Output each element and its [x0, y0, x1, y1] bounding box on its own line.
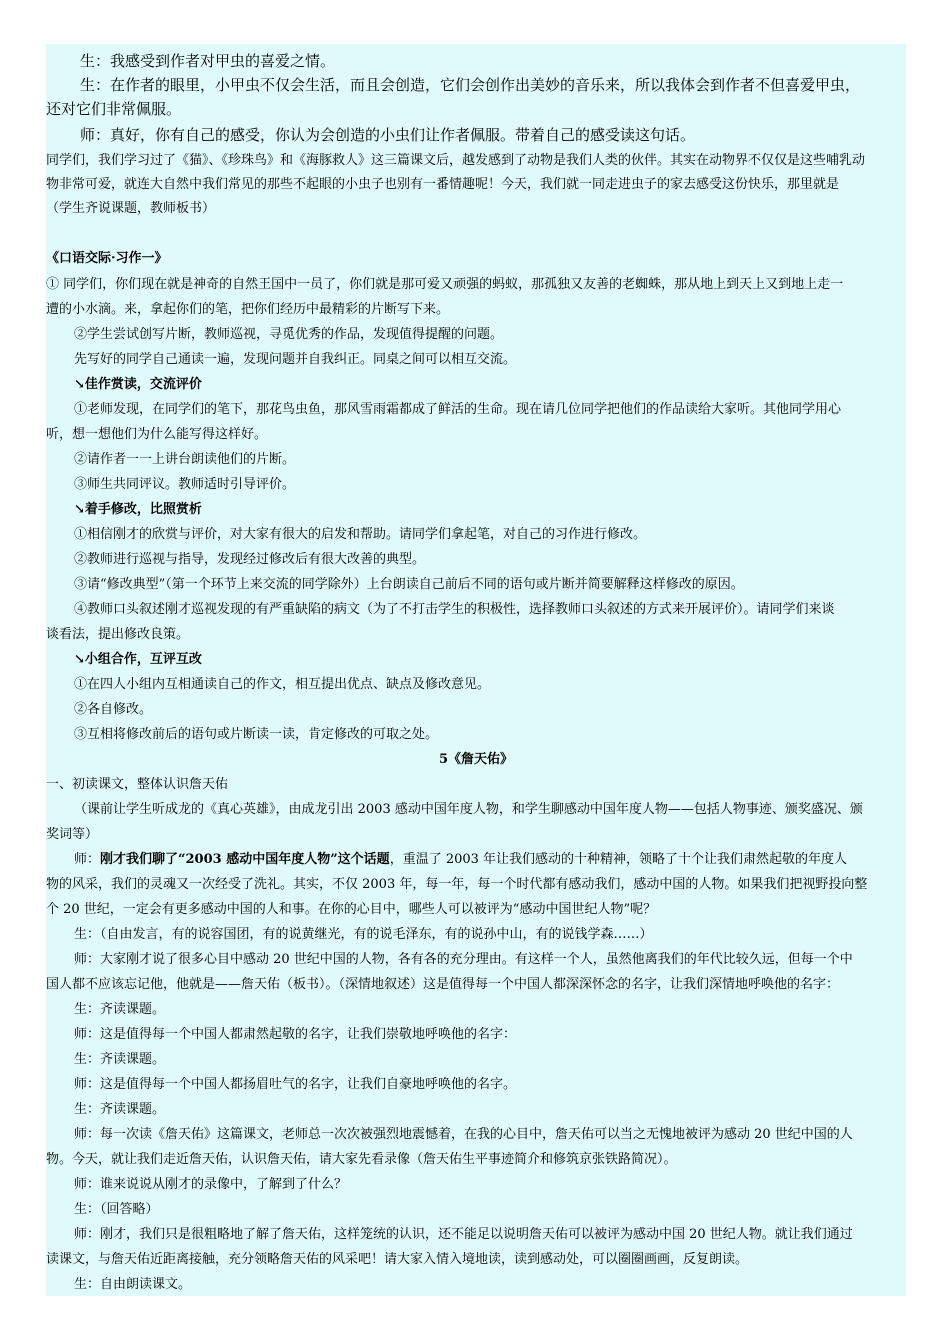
paragraph-line: 师：真好，你有自己的感受，你认为会创造的小虫们让作者佩服。带着自己的感受读这句话。	[80, 126, 696, 144]
paragraph-line: （课前让学生听成龙的《真心英雄》，由成龙引出 2003 感动中国年度人物，和学生聊感动中国年度人物——包括人物事迹、颁奖盛况、颁	[74, 802, 863, 817]
paragraph-line: 生：齐读课题。	[74, 1102, 166, 1117]
paragraph-line: ③师生共同评议。教师适时引导评价。	[74, 477, 296, 492]
paragraph-line: 读课文，与詹天佑近距离接触，充分领略詹天佑的风采吧！请大家入情入境地读，读到感动处，可以圈圈画画，反复朗读。	[46, 1252, 749, 1267]
paragraph-line: 物非常可爱，就连大自然中我们常见的那些不起眼的小虫子也别有一番情趣呢！今天，我们就一同走进虫子的家去感受这份快乐，那里就是	[46, 177, 840, 192]
lesson-title: 5《詹天佑》	[438, 752, 514, 767]
subheading: ↘佳作赏读，交流评价	[74, 377, 202, 392]
paragraph-line: 师：这是值得每一个中国人都肃然起敬的名字，让我们崇敬地呼唤他的名字：	[74, 1027, 517, 1042]
paragraph-line: 同学们，我们学习过了《猫》、《珍珠鸟》和《海豚救人》这三篇课文后，越发感到了动物是我们人类的伙伴。其实在动物界不仅仅是这些哺乳动	[46, 153, 866, 168]
paragraph-line: 还对它们非常佩服。	[46, 100, 182, 118]
paragraph-line: 生：齐读课题。	[74, 1052, 166, 1067]
paragraph-line: 生：在作者的眼里，小甲虫不仅会生活，而且会创造，它们会创作出美妙的音乐来，所以我体会到作者不但喜爱甲虫，	[80, 76, 861, 94]
paragraph-line: ②各自修改。	[74, 702, 153, 717]
paragraph-line: 师：大家刚才说了很多心目中感动 20 世纪中国的人物，各有各的充分理由。有这样一个人，虽然他离我们的年代比较久远，但每一个中	[74, 952, 853, 967]
paragraph-line: 听，想一想他们为什么能写得这样好。	[46, 427, 268, 442]
subheading: ↘小组合作，互评互改	[74, 652, 202, 667]
paragraph-line: 师：刚才，我们只是很粗略地了解了詹天佑，这样笼统的认识，还不能足以说明詹天佑可以被评为感动中国 20 世纪人物。就让我们通过	[74, 1227, 853, 1242]
paragraph-line: 生：（回答略）	[74, 1202, 159, 1217]
paragraph-line	[74, 853, 847, 866]
paragraph-line: 谈看法，提出修改良策。	[46, 627, 190, 642]
paragraph-line: ②学生尝试创写片断，教师巡视，寻觅优秀的作品，发现值得提醒的问题。	[74, 327, 504, 342]
paragraph-line: ②教师进行巡视与指导，发现经过修改后有很大改善的典型。	[74, 552, 426, 567]
paragraph-line: 生：自由朗读课文。	[74, 1277, 192, 1292]
section-heading: 《口语交际·习作一》	[46, 251, 168, 266]
paragraph-line: 生：（自由发言，有的说容国团，有的说黄继光，有的说毛泽东，有的说孙中山，有的说钱学森……）	[74, 927, 653, 942]
paragraph-line: ①相信刚才的欣赏与评价，对大家有很大的启发和帮助。请同学们拿起笔，对自己的习作进行修改。	[74, 527, 647, 542]
paragraph-line: 国人都不应该忘记他，他就是——詹天佑（板书）。（深情地叙述）这是值得每一个中国人都深深怀念的名字，让我们深情地呼唤他的名字：	[46, 977, 840, 992]
paragraph-line: 生：我感受到作者对甲虫的喜爱之情。	[80, 52, 336, 70]
paragraph-line: ①老师发现，在同学们的笔下，那花鸟虫鱼，那风雪雨霜都成了鲜活的生命。现在请几位同学把他们的作品读给大家听。其他同学用心	[74, 402, 842, 417]
subheading: ↘着手修改，比照赏析	[74, 502, 202, 517]
paragraph-line: 物的风采，我们的灵魂又一次经受了洗礼。其实，不仅 2003 年，每一年，每一个时代都有感动我们，感动中国的人物。如果我们把视野投向整	[46, 877, 868, 892]
paragraph-line: 物。今天，就让我们走近詹天佑，认识詹天佑，请大家先看录像（詹天佑生平事迹简介和修筑京张铁路简况）。	[46, 1152, 677, 1167]
paragraph-line: 师：每一次读《詹天佑》这篇课文，老师总一次次被强烈地震憾着，在我的心目中，詹天佑可以当之无愧地被评为感动 20 世纪中国的人	[74, 1127, 853, 1142]
paragraph-line: （学生齐说课题，教师板书）	[46, 201, 216, 216]
paragraph-line: ④教师口头叙述刚才巡视发现的有严重缺陷的病文（为了不打击学生的积极性，选择教师口头叙述的方式来开展评价）。请同学们来谈	[74, 602, 835, 617]
bold-phrase: 刚才我们聊了“2003 感动中国年度人物”这个话题	[100, 852, 390, 867]
paragraph-line: 师：这是值得每一个中国人都扬眉吐气的名字，让我们自豪地呼唤他的名字。	[74, 1077, 517, 1092]
paragraph-line: ①在四人小组内互相通读自己的作文，相互提出优点、缺点及修改意见。	[74, 677, 491, 692]
paragraph-line: ③请“修改典型”（第一个环节上来交流的同学除外）上台朗读自己前后不同的语句或片断并简要解释这样修改的原因。	[74, 577, 744, 592]
paragraph-line: 个 20 世纪，一定会有更多感动中国的人和事。在你的心目中，哪些人可以被评为“感动中国世纪人物”呢？	[46, 902, 657, 917]
paragraph-line: 一、初读课文，整体认识詹天佑	[46, 777, 229, 792]
paragraph-line: 师：谁来说说从刚才的录像中，了解到了什么？	[74, 1177, 348, 1192]
paragraph-line: 先写好的同学自己通读一遍，发现问题并自我纠正。同桌之间可以相互交流。	[74, 352, 517, 367]
speaker-label: 师：	[74, 852, 101, 867]
paragraph-line: 生：齐读课题。	[74, 1002, 166, 1017]
paragraph-line: 遭的小水滴。来，拿起你们的笔，把你们经历中最精彩的片断写下来。	[46, 302, 450, 317]
document-page	[46, 44, 906, 1296]
paragraph-text: ，重温了 2003 年让我们感动的十种精神，领略了十个让我们肃然起敬的年度人	[389, 852, 848, 867]
paragraph-line: ① 同学们，你们现在就是神奇的自然王国中一员了，你们就是那可爱又顽强的蚂蚁，那孤独又友善的老蜘蛛，那从地上到天上又到地上走一	[46, 277, 844, 292]
paragraph-line: ②请作者一一上讲台朗读他们的片断。	[74, 452, 296, 467]
paragraph-line: ③互相将修改前后的语句或片断读一读，肯定修改的可取之处。	[74, 727, 439, 742]
paragraph-line: 奖词等）	[46, 827, 99, 842]
